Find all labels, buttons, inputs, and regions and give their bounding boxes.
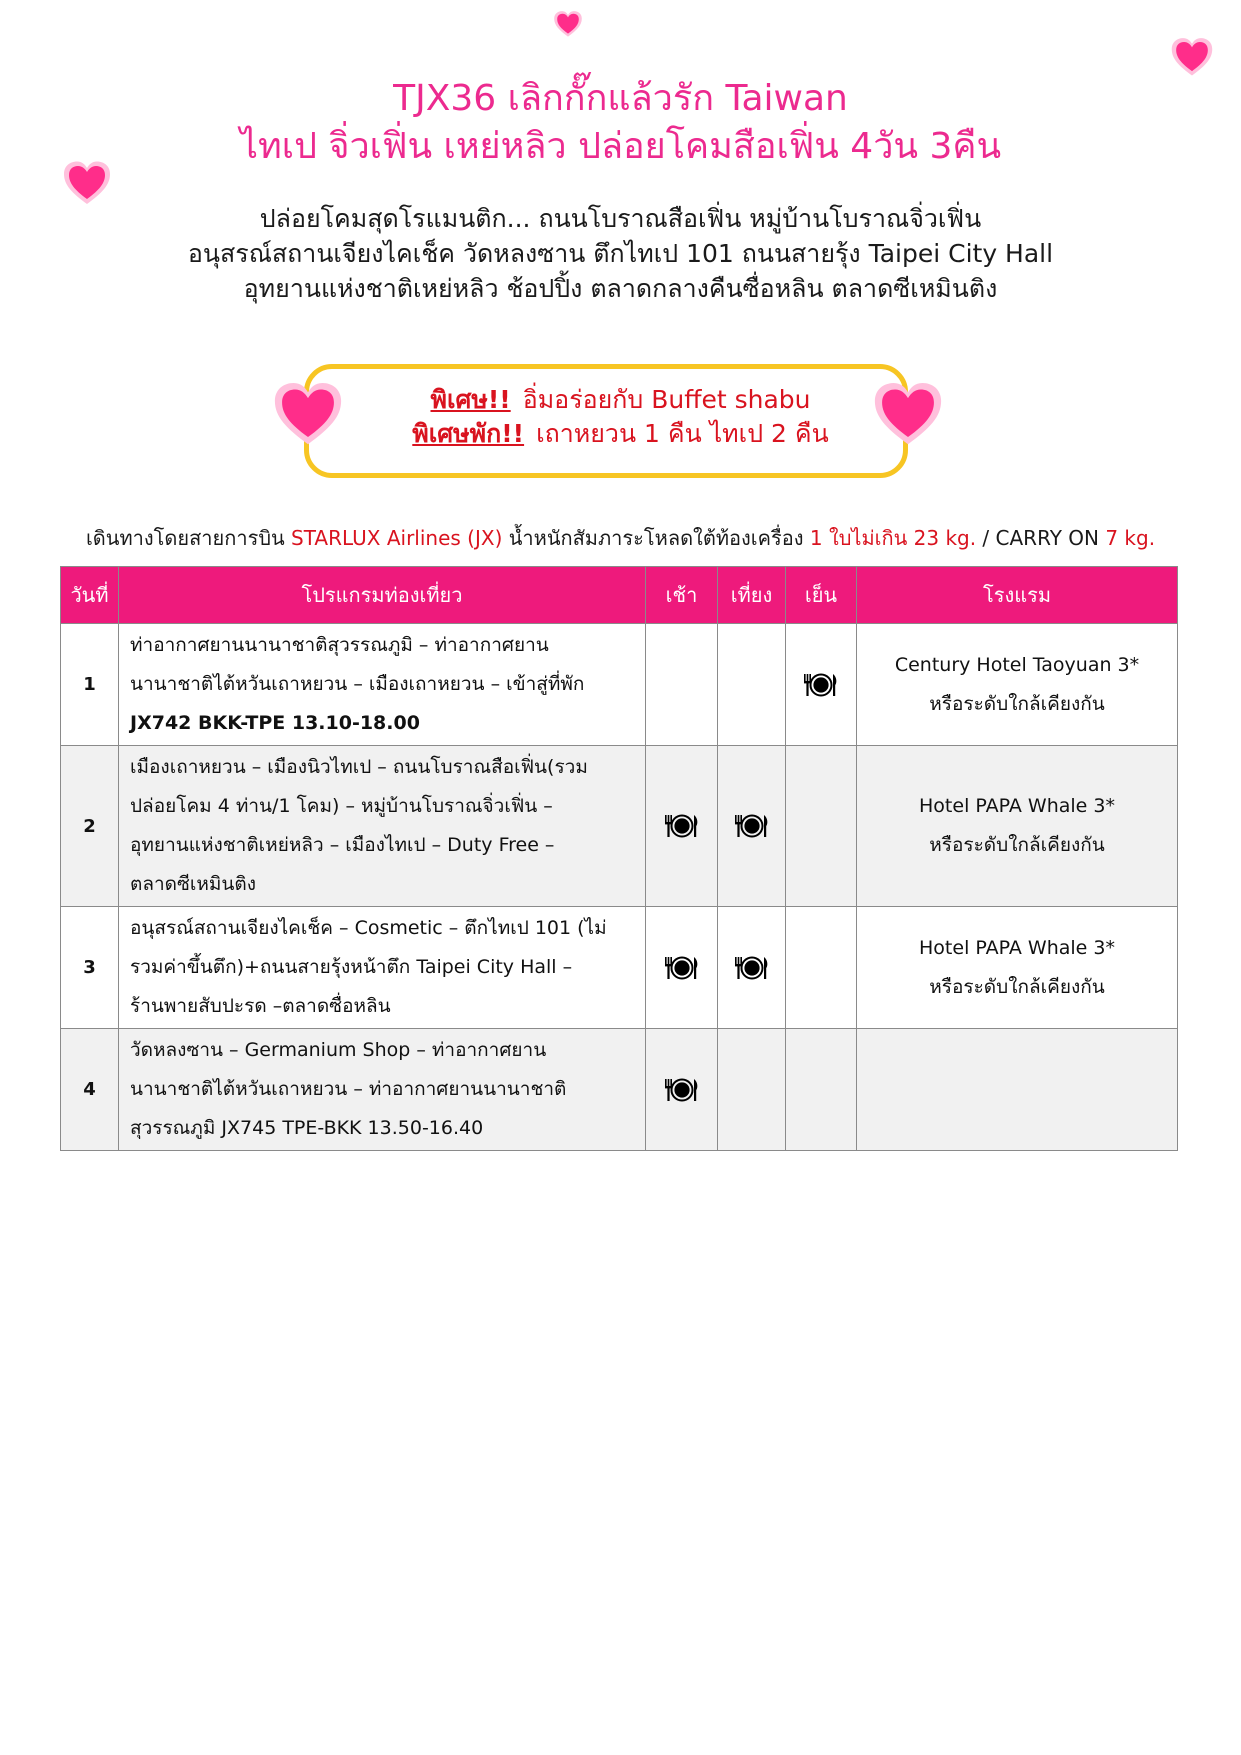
program-line: JX742 BKK-TPE 13.10-18.00 — [130, 712, 420, 734]
carry-on-allowance: 7 kg. — [1105, 526, 1156, 550]
table-row — [61, 624, 1178, 746]
carry-on-label: / CARRY ON — [976, 526, 1106, 550]
plate-cutlery-icon — [802, 671, 840, 699]
breakfast-cell — [646, 624, 718, 746]
plate-cutlery-icon — [663, 812, 701, 840]
hotel-note: หรือระดับใกล้เคียงกัน — [929, 834, 1105, 856]
lunch-cell — [718, 746, 786, 907]
highlight-line: ปล่อยโคมสุดโรแมนติก... ถนนโบราณสือเฟิ่น หมู่บ้านโบราณจิ่วเฟิ่น — [259, 204, 982, 233]
hotel-cell — [857, 907, 1178, 1029]
page-title: TJX36 เลิกกั๊กแล้วรัก Taiwan — [393, 78, 848, 119]
hotel-note: หรือระดับใกล้เคียงกัน — [929, 692, 1105, 715]
header-dinner: เย็น — [786, 567, 857, 624]
program-line: ท่าอากาศยานนานาชาติสุวรรณภูมิ – ท่าอากาศยาน — [130, 634, 549, 656]
promo-highlight: พิเศษพัก!! — [412, 419, 525, 448]
day-number: 4 — [61, 1029, 119, 1151]
program-line: สุวรรณภูมิ JX745 TPE-BKK 13.50-16.40 — [130, 1117, 484, 1139]
promo-text: อิ่มอร่อยกับ Buffet shabu — [522, 385, 811, 414]
lunch-cell — [718, 907, 786, 1029]
table-row — [61, 746, 1178, 907]
lunch-cell — [718, 624, 786, 746]
table-row — [61, 907, 1178, 1029]
flight-info-mid: น้ำหนักสัมภาระโหลดใต้ท้องเครื่อง — [502, 526, 810, 550]
hotel-cell — [857, 1029, 1178, 1151]
hotel-note: หรือระดับใกล้เคียงกัน — [929, 975, 1105, 998]
program-cell — [119, 907, 646, 1029]
program-line: นานาชาติไต้หวันเถาหยวน – ท่าอากาศยานนานาชาติ — [130, 1078, 567, 1100]
program-cell — [119, 624, 646, 746]
promo-line-buffet — [0, 383, 1241, 417]
tour-highlights — [0, 201, 1241, 306]
program-line: อุทยานแห่งชาติเหย่หลิว – เมืองไทเป – Duty Free – — [130, 834, 555, 856]
baggage-allowance: 1 ใบไม่เกิน 23 kg. — [809, 526, 977, 550]
breakfast-cell — [646, 1029, 718, 1151]
program-line: รวมค่าขึ้นตึก)+ถนนสายรุ้งหน้าตึก Taipei City Hall – — [130, 956, 573, 978]
plate-cutlery-icon — [663, 954, 701, 982]
itinerary-table — [60, 566, 1178, 1151]
flight-info — [0, 523, 1241, 553]
hotel-cell — [857, 624, 1178, 746]
highlight-line: อนุสรณ์สถานเจียงไคเช็ค วัดหลงซาน ตึกไทเป 101 ถนนสายรุ้ง Taipei City Hall — [187, 239, 1054, 268]
hotel-name: Hotel PAPA Whale 3* — [919, 795, 1115, 817]
heart-icon — [553, 10, 583, 38]
plate-cutlery-icon — [733, 954, 771, 982]
promo-highlight: พิเศษ!! — [430, 385, 511, 414]
day-number: 2 — [61, 746, 119, 907]
dinner-cell — [786, 746, 857, 907]
plate-cutlery-icon — [733, 812, 771, 840]
table-header-row — [61, 567, 1178, 624]
program-line: วัดหลงซาน – Germanium Shop – ท่าอากาศยาน — [130, 1039, 547, 1061]
airline-name: STARLUX Airlines (JX) — [291, 526, 503, 550]
program-line: ปล่อยโคม 4 ท่าน/1 โคม) – หมู่บ้านโบราณจิ่วเฟิ่น – — [130, 795, 553, 817]
day-number: 3 — [61, 907, 119, 1029]
header-day: วันที่ — [61, 567, 119, 624]
lunch-cell — [718, 1029, 786, 1151]
header-program: โปรแกรมท่องเที่ยว — [119, 567, 646, 624]
promo-line-hotel — [0, 417, 1241, 451]
dinner-cell — [786, 1029, 857, 1151]
breakfast-cell — [646, 746, 718, 907]
header-breakfast: เช้า — [646, 567, 718, 624]
page-subtitle: ไทเป จิ่วเฟิ่น เหย่หลิว ปล่อยโคมสือเฟิ่น 4วัน 3คืน — [239, 126, 1002, 167]
hotel-name: Hotel PAPA Whale 3* — [919, 936, 1115, 959]
plate-cutlery-icon — [663, 1076, 701, 1104]
table-row — [61, 1029, 1178, 1151]
header-hotel: โรงแรม — [857, 567, 1178, 624]
program-line: ร้านพายสับปะรด –ตลาดซื่อหลิน — [130, 995, 391, 1017]
breakfast-cell — [646, 907, 718, 1029]
header-lunch: เที่ยง — [718, 567, 786, 624]
dinner-cell — [786, 907, 857, 1029]
hotel-name: Century Hotel Taoyuan 3* — [894, 653, 1140, 676]
program-line: เมืองเถาหยวน – เมืองนิวไทเป – ถนนโบราณสือเฟิ่น(รวม — [130, 756, 588, 778]
program-cell — [119, 746, 646, 907]
day-number: 1 — [61, 624, 119, 746]
program-line: ตลาดซีเหมินติง — [130, 873, 257, 895]
promo-text: เถาหยวน 1 คืน ไทเป 2 คืน — [536, 419, 829, 448]
program-line: อนุสรณ์สถานเจียงไคเช็ค – Cosmetic – ตึกไทเป 101 (ไม่ — [130, 917, 607, 939]
dinner-cell — [786, 624, 857, 746]
program-line: นานาชาติไต้หวันเถาหยวน – เมืองเถาหยวน – เข้าสู่ที่พัก — [130, 673, 585, 695]
heart-icon — [1170, 36, 1214, 78]
highlight-line: อุทยานแห่งชาติเหย่หลิว ช้อปปิ้ง ตลาดกลางคืนซื่อหลิน ตลาดซีเหมินติง — [243, 274, 998, 303]
flight-info-prefix: เดินทางโดยสายการบิน — [85, 526, 292, 550]
hotel-cell — [857, 746, 1178, 907]
program-cell — [119, 1029, 646, 1151]
